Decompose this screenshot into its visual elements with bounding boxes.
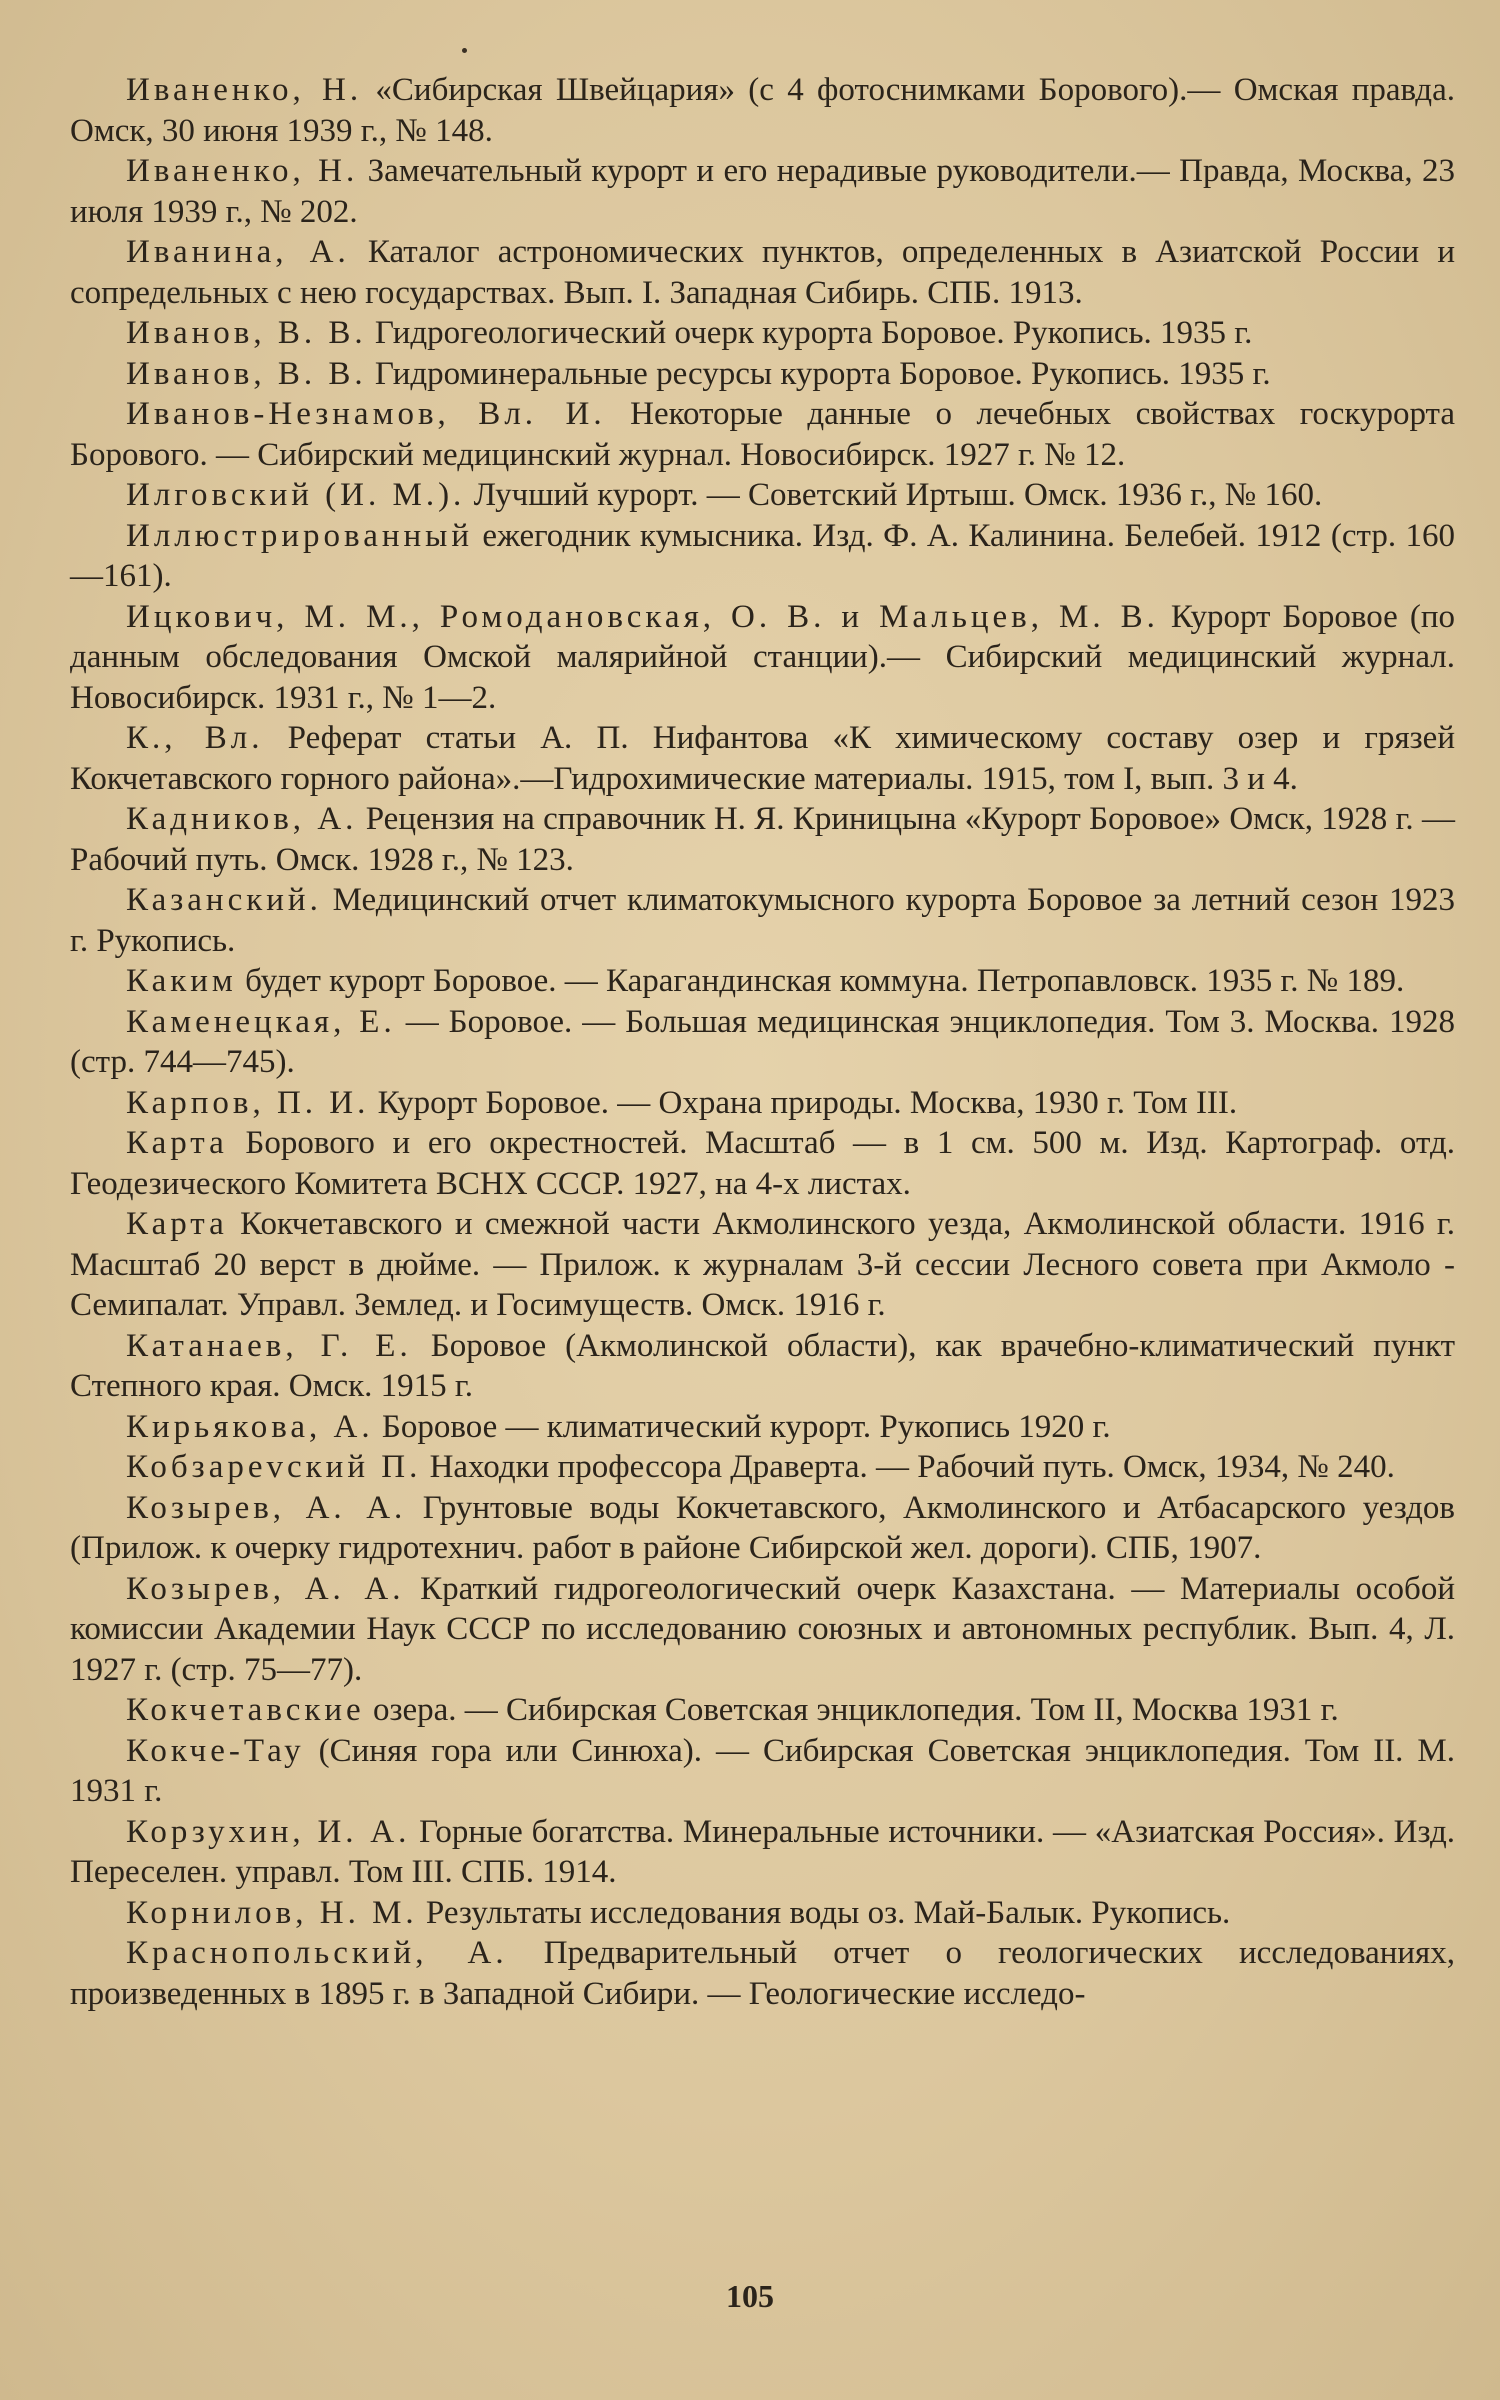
entry-text: Гидроминеральные ресурсы курорта Боровое. Рукопись. 1935 г. (366, 355, 1271, 392)
bibliography-entry (70, 1488, 1455, 1569)
bibliography-entry (70, 1407, 1455, 1448)
entry-author: Иванов, В. В. (126, 355, 367, 392)
entry-text: Медицинский отчет климатокумысного курорта Боровое за летний сезон 1923 г. Рукопись. (70, 882, 1455, 959)
entry-author: Каким (126, 963, 237, 999)
bibliography-entry (70, 475, 1455, 516)
entry-text: Боровое (Акмолинской области), как врачебно-климатический пункт Степного края. Омск. 1915 г. (70, 1327, 1456, 1404)
bibliography-entry (70, 313, 1455, 354)
entry-author: Кадников, А. (126, 801, 358, 837)
bibliography-entry (70, 1731, 1455, 1812)
entry-text: Каталог астрономических пунктов, определенных в Азиатской России и сопредельных с нею государствах. Вып. I. Западная Сибирь. СПБ. 1913. (70, 234, 1455, 311)
entry-text: Горные богатства. Минеральные источники. — «Азиатская Россия». Изд. Переселен. управл. Том III. СПБ. 1914. (70, 1813, 1455, 1890)
entry-text: Краткий гидрогеологический очерк Казахстана. — Материалы особой комиссии Академии Наук СССР по исследованию союзных и автономных республик. Вып. 4, Л. 1927 г. (стр. 75—77). (70, 1570, 1455, 1688)
bibliography-entry (70, 1447, 1455, 1488)
entry-author: Каменецкая, Е. (126, 1003, 396, 1040)
entry-author: К., Вл. (126, 720, 264, 756)
entry-author: Корнилов, Н. М. (126, 1894, 418, 1931)
entry-text: Грунтовые воды Кокчетавского, Акмолинского и Атбасарского уездов (Прилож. к очерку гидротехнич. работ в районе Сибирской жел. дороги). СПБ, 1907. (70, 1489, 1455, 1566)
entry-text: Кокчетавского и смежной части Акмолинского уезда, Акмолинской области. 1916 г. Масштаб 20 верст в дюйме. — Прилож. к журналам 3-й сессии Лесного совета при Акмоло - Семипалат. Управл. Землед. и Госимуществ. Омск. 1916 г. (70, 1206, 1455, 1323)
entry-author: Катанаев, Г. Е. (126, 1327, 412, 1364)
bibliography-entry (70, 1893, 1455, 1934)
entry-author: Илговский (И. М.). (126, 477, 466, 513)
bibliography-entry (70, 1083, 1455, 1124)
entry-author: Козырев, А. А. (126, 1489, 407, 1526)
bibliography-entry (70, 799, 1455, 880)
bibliography-entry (70, 1690, 1455, 1731)
bibliography-entry (70, 880, 1455, 961)
bibliography-entry (70, 1204, 1455, 1326)
bibliography-entry (70, 961, 1455, 1002)
entry-author: Карпов, П. И. (126, 1084, 370, 1121)
entry-text: Гидрогеологический очерк курорта Боровое. Рукопись. 1935 г. (366, 315, 1253, 351)
entry-author: Козырев, А. А. (126, 1570, 405, 1607)
entry-author: Иванина, А. (126, 234, 350, 270)
bibliography-entry (70, 394, 1455, 475)
entry-author: Иваненко, Н. (126, 72, 363, 108)
bibliography-entry (70, 1326, 1455, 1407)
entry-author: Ицкович, М. М., Ромодановская, О. В. и Мальцев, М. В. (126, 598, 1159, 635)
entry-text: Рецензия на справочник Н. Я. Криницына «Курорт Боровое» Омск, 1928 г. — Рабочий путь. Омск. 1928 г., № 123. (70, 801, 1456, 878)
entry-author: Кобзарevский П. (126, 1449, 422, 1485)
bibliography-entry (70, 354, 1455, 395)
entry-text: Лучший курорт. — Советский Иртыш. Омск. 1936 г., № 160. (465, 477, 1323, 513)
print-speck (462, 48, 467, 53)
bibliography-entry (70, 232, 1455, 313)
entry-text: Курорт Боровое (по данным обследования Омской малярийной станции).— Сибирский медицинский журнал. Новосибирск. 1931 г., № 1—2. (70, 598, 1455, 716)
entry-text: ежегодник кумысника. Изд. Ф. А. Калинина. Белебей. 1912 (стр. 160—161). (70, 517, 1455, 594)
entry-text: Борового и его окрестностей. Масштаб — в 1 см. 500 м. Изд. Картограф. отд. Геодезического Комитета ВСНХ СССР. 1927, на 4-х листах. (70, 1125, 1455, 1202)
entry-text: Находки профессора Драверта. — Рабочий путь. Омск, 1934, № 240. (421, 1449, 1395, 1485)
entry-author: Карта (126, 1125, 228, 1161)
entry-author: Кокче-Тау (126, 1732, 305, 1769)
entry-text: — Боровое. — Большая медицинская энциклопедия. Том 3. Москва. 1928 (стр. 744—745). (70, 1003, 1455, 1080)
entry-text: Курорт Боровое. — Охрана природы. Москва, 1930 г. Том III. (369, 1084, 1238, 1121)
entry-text: Предварительный отчет о геологических исследованиях, произведенных в 1895 г. в Западной Сибири. — Геологические исследо- (70, 1935, 1455, 2012)
entry-text: Результаты исследования воды оз. Май-Балык. Рукопись. (417, 1894, 1231, 1931)
bibliography-entry (70, 1002, 1455, 1083)
bibliography-entry (70, 70, 1455, 151)
entry-author: Краснопольский, А. (126, 1935, 508, 1971)
entry-text: «Сибирская Швейцария» (с 4 фотоснимками Борового).— Омская правда. Омск, 30 июня 1939 г., № 148. (70, 72, 1455, 149)
entry-author: Иванов-Незнамов, Вл. И. (126, 396, 606, 432)
entry-author: Кокчетавские (126, 1692, 365, 1728)
entry-author: Иллюстрированный (126, 517, 473, 554)
bibliography-entry (70, 1569, 1455, 1691)
entry-text: будет курорт Боровое. — Карагандинская коммуна. Петропавловск. 1935 г. № 189. (236, 963, 1405, 999)
entry-author: Корзухин, И. А. (126, 1813, 411, 1850)
page-number: 105 (726, 2278, 774, 2314)
entry-text: Некоторые данные о лечебных свойствах госкурорта Борового. — Сибирский медицинский журнал. Новосибирск. 1927 г. № 12. (70, 396, 1455, 473)
bibliography-entry (70, 1812, 1455, 1893)
entry-author: Кирьякова, А. (126, 1408, 374, 1445)
entry-author: Иванов, В. В. (126, 315, 367, 351)
bibliography-entry (70, 151, 1455, 232)
entry-text: Боровое — климатический курорт. Рукопись 1920 г. (373, 1408, 1111, 1445)
entry-author: Карта (126, 1206, 228, 1242)
entry-text: Замечательный курорт и его нерадивые руководители.— Правда, Москва, 23 июля 1939 г., № 202. (70, 153, 1456, 230)
entry-text: Реферат статьи А. П. Нифантова «К химическому составу озер и грязей Кокчетавского горного района».—Гидрохимические материалы. 1915, том I, вып. 3 и 4. (70, 720, 1455, 797)
bibliography-list (70, 70, 1455, 2014)
bibliography-entry (70, 516, 1455, 597)
entry-author: Казанский. (126, 882, 322, 918)
entry-text: озера. — Сибирская Советская энциклопедия. Том II, Москва 1931 г. (364, 1692, 1339, 1728)
bibliography-entry (70, 1123, 1455, 1204)
entry-author: Иваненко, Н. (126, 153, 359, 189)
bibliography-entry (70, 718, 1455, 799)
bibliography-entry (70, 597, 1455, 719)
entry-text: (Синяя гора или Синюха). — Сибирская Советская энциклопедия. Том II. М. 1931 г. (70, 1732, 1455, 1809)
bibliography-entry (70, 1933, 1455, 2014)
